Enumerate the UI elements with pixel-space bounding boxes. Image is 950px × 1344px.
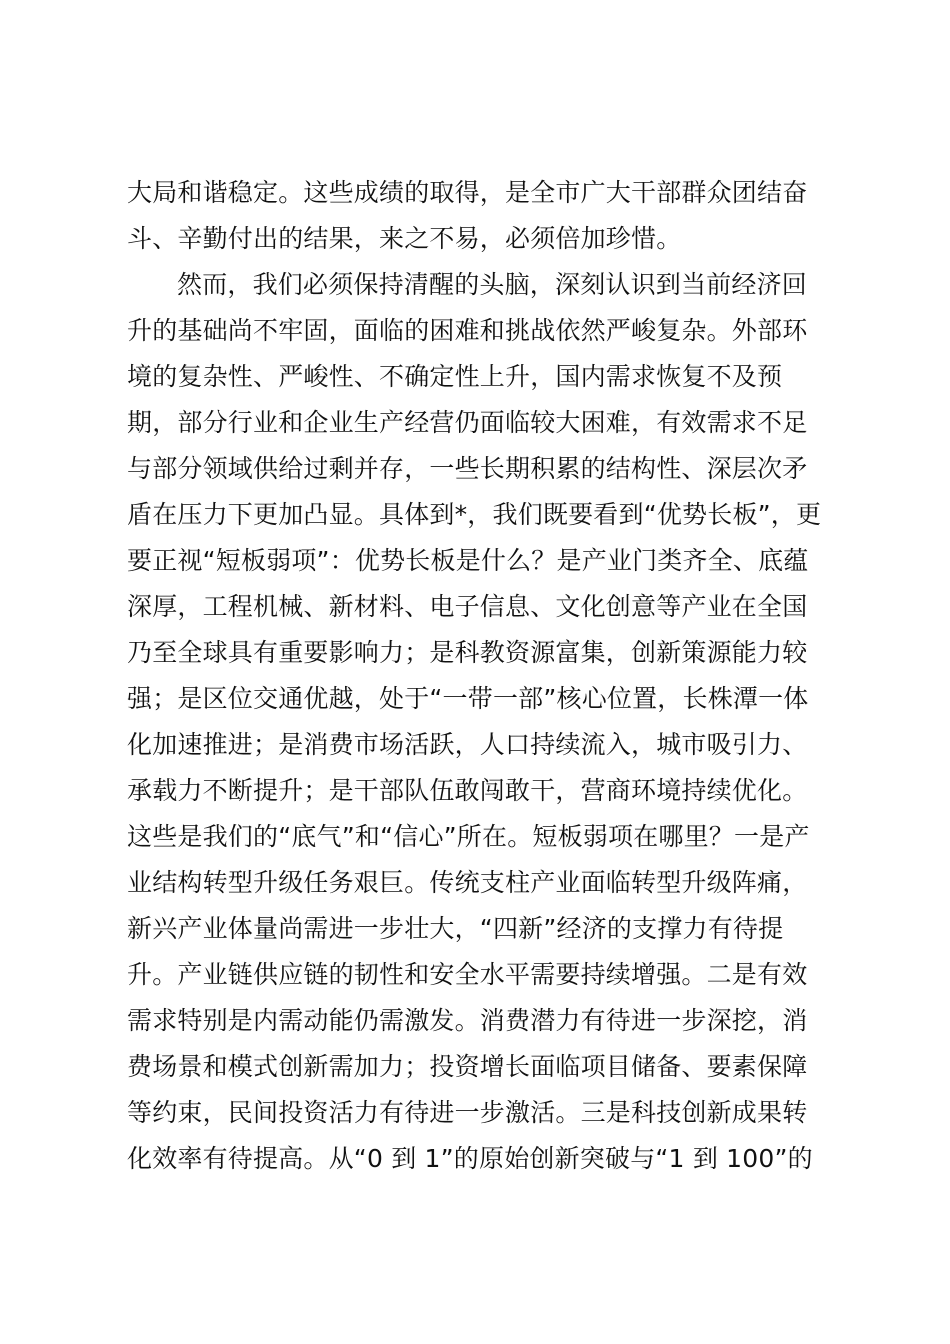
text-line: 与部分领域供给过剩并存，一些长期积累的结构性、深层次矛	[127, 454, 808, 483]
text-line: 承载力不断提升；是干部队伍敢闯敢干，营商环境持续优化。	[127, 776, 808, 805]
text-line: 需求特别是内需动能仍需激发。消费潜力有待进一步深挖，消	[127, 1006, 808, 1035]
text-line: 化效率有待提高。从“0 到 1”的原始创新突破与“1 到 100”的	[127, 1144, 813, 1173]
text-line: 大局和谐稳定。这些成绩的取得，是全市广大干部群众团结奋	[127, 178, 808, 207]
body-text	[127, 170, 827, 1182]
text-line: 要正视“短板弱项”：优势长板是什么？是产业门类齐全、底蕴	[127, 546, 809, 575]
text-line: 这些是我们的“底气”和“信心”所在。短板弱项在哪里？一是产	[127, 822, 810, 851]
text-line: 新兴产业体量尚需进一步壮大，“四新”经济的支撑力有待提	[127, 914, 784, 943]
text-line: 深厚，工程机械、新材料、电子信息、文化创意等产业在全国	[127, 592, 808, 621]
text-line: 升。产业链供应链的韧性和安全水平需要持续增强。二是有效	[127, 960, 808, 989]
text-line: 费场景和模式创新需加力；投资增长面临项目储备、要素保障	[127, 1052, 808, 1081]
text-line: 强；是区位交通优越，处于“一带一部”核心位置，长株潭一体	[127, 684, 809, 713]
text-line: 业结构转型升级任务艰巨。传统支柱产业面临转型升级阵痛，	[127, 868, 808, 897]
text-line: 化加速推进；是消费市场活跃，人口持续流入，城市吸引力、	[127, 730, 808, 759]
text-line: 等约束，民间投资活力有待进一步激活。三是科技创新成果转	[127, 1098, 808, 1127]
text-line: 期，部分行业和企业生产经营仍面临较大困难，有效需求不足	[127, 408, 808, 437]
text-line: 境的复杂性、严峻性、不确定性上升，国内需求恢复不及预	[127, 362, 783, 391]
text-line: 升的基础尚不牢固，面临的困难和挑战依然严峻复杂。外部环	[127, 316, 808, 345]
text-line: 乃至全球具有重要影响力；是科教资源富集，创新策源能力较	[127, 638, 808, 667]
text-line: 斗、辛勤付出的结果，来之不易，必须倍加珍惜。	[127, 224, 682, 253]
text-line: 盾在压力下更加凸显。具体到*，我们既要看到“优势长板”，更	[127, 500, 822, 529]
paragraph-start-line: 然而，我们必须保持清醒的头脑，深刻认识到当前经济回	[177, 270, 808, 299]
